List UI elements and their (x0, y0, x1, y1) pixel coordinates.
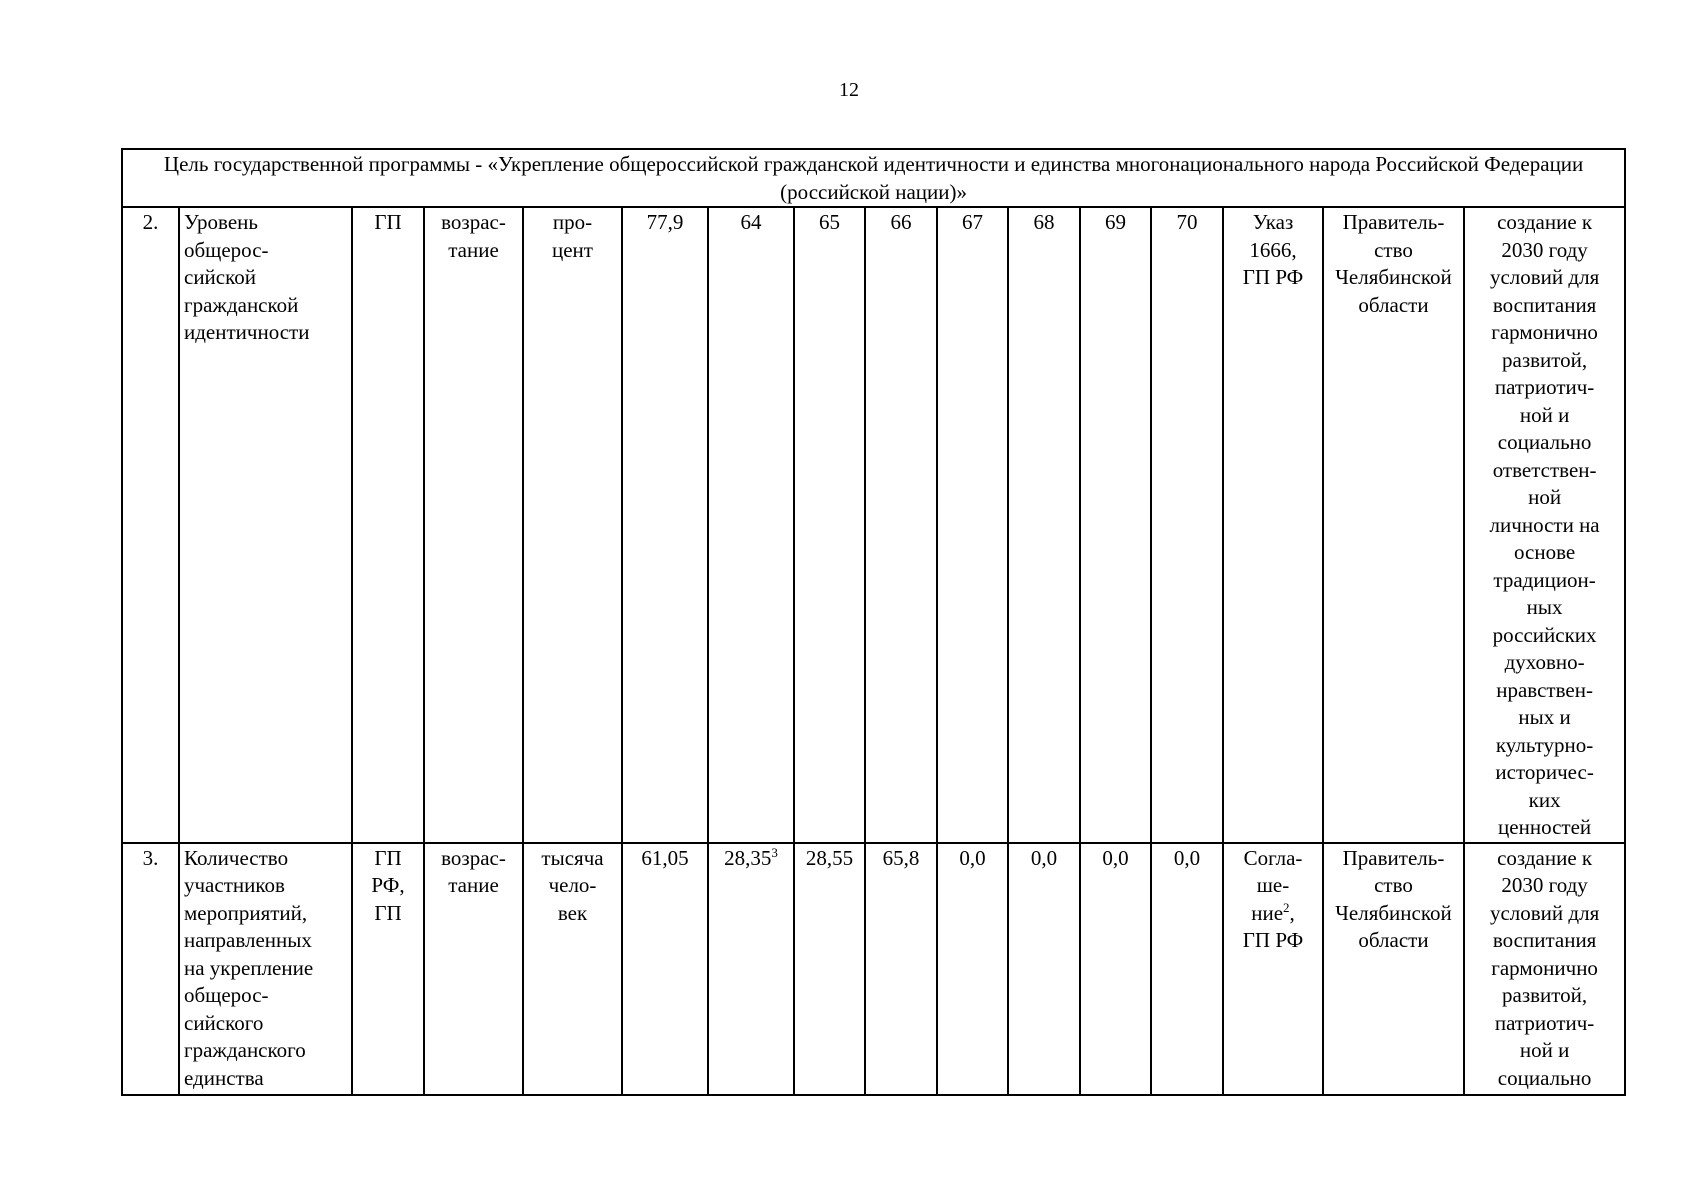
value-cell: 0,0 (1008, 843, 1080, 1095)
unit-cell: тысяча чело- век (523, 843, 622, 1095)
value-cell: 0,0 (1080, 843, 1151, 1095)
value-cell: 66 (865, 207, 937, 843)
responsible-cell: Правитель- ство Челябинской области (1323, 207, 1464, 843)
indicator-level: ГП РФ, ГП (352, 843, 424, 1095)
value-cell: 68 (1008, 207, 1080, 843)
table-row (122, 843, 1625, 1095)
footnote-mark: 3 (771, 844, 778, 860)
trend-cell: возрас- тание (424, 207, 523, 843)
indicator-name: Уровень общерос- сийской гражданской идентичности (179, 207, 352, 843)
value-cell: 65 (794, 207, 865, 843)
goal-row (122, 149, 1625, 207)
value-cell: 64 (708, 207, 794, 843)
document-cell: Согла- ше- ние$^2$, ГП РФ (1223, 843, 1323, 1095)
value-text: 28,35 (724, 845, 772, 870)
value-cell (708, 843, 794, 1095)
value-cell: 0,0 (937, 843, 1008, 1095)
page-number: 12 (839, 79, 859, 101)
table-row (122, 207, 1625, 843)
responsible-cell: Правитель- ство Челябинской области (1323, 843, 1464, 1095)
indicator-name: Количество участников мероприятий, направленных на укрепление общерос- сийского гражданского единства (179, 843, 352, 1095)
value-cell: 70 (1151, 207, 1223, 843)
value-cell: 67 (937, 207, 1008, 843)
value-cell: 65,8 (865, 843, 937, 1095)
value-cell: 69 (1080, 207, 1151, 843)
value-cell: 0,0 (1151, 843, 1223, 1095)
indicators-table (121, 148, 1626, 1096)
unit-cell: про- цент (523, 207, 622, 843)
national-goal-link: создание к 2030 году условий для воспитания гармонично развитой, патриотич- ной и социально (1464, 843, 1625, 1095)
indicator-level: ГП (352, 207, 424, 843)
document-cell: Указ 1666, ГП РФ (1223, 207, 1323, 843)
row-number: 2. (122, 207, 179, 843)
value-cell: 28,55 (794, 843, 865, 1095)
trend-cell: возрас- тание (424, 843, 523, 1095)
row-number: 3. (122, 843, 179, 1095)
base-value: 77,9 (622, 207, 708, 843)
footnote-mark: 2 (1283, 899, 1290, 915)
program-goal-header: Цель государственной программы - «Укрепление общероссийской гражданской идентичности и единства многонационального народа Российской Федерации (российской нации)» (122, 149, 1625, 207)
national-goal-link: создание к 2030 году условий для воспитания гармонично развитой, патриотич- ной и социально ответствен- ной личности на основе традицион- ных российских духовно- нравствен- ных и культурно- историчес- ких ценностей (1464, 207, 1625, 843)
base-value: 61,05 (622, 843, 708, 1095)
